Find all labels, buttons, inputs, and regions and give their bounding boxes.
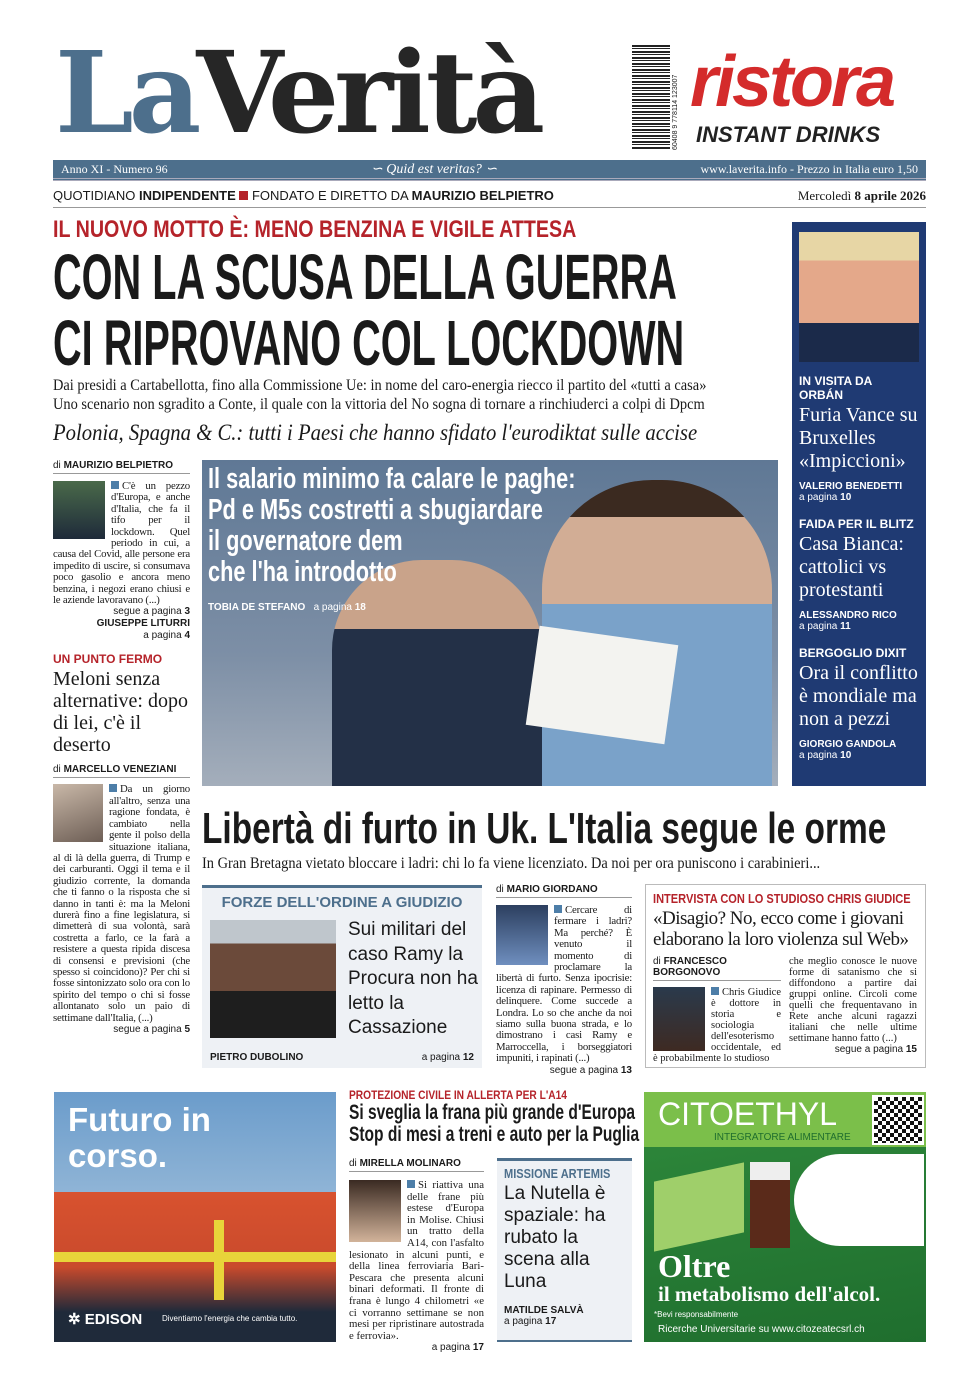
barcode (632, 45, 670, 150)
punto-title: Meloni senza alternative: dopo di lei, c'è il deserto (53, 668, 188, 757)
author-photo (496, 905, 548, 965)
sidebar-author: ALESSANDRO RICO a pagina 11 (799, 610, 897, 632)
frana-headline: Si sveglia la frana più grande d'Europa Stop di mesi a treni e auto per la Puglia (349, 1101, 640, 1146)
artemis-title: La Nutella è spaziale: ha rubato la scena alla Luna (504, 1183, 606, 1292)
frana-body[interactable] (349, 1158, 484, 1354)
sidebar-title: Casa Bianca: cattolici vs protestanti (799, 533, 904, 601)
edison-logo: ✲ EDISON (68, 1311, 143, 1328)
forze-kicker: FORZE DELL'ORDINE A GIUDIZIO (221, 894, 463, 911)
yellow-railing (214, 1220, 224, 1300)
bullet-icon (109, 784, 117, 792)
artemis-author: MATILDE SALVÀ a pagina 17 (504, 1305, 584, 1327)
author-photo (349, 1180, 401, 1242)
author-photo (53, 784, 103, 842)
forze-photo (210, 920, 336, 1038)
forze-title: Sui militari del caso Ramy la Procura non ha letto la Cassazione (348, 919, 478, 1038)
ad-edison[interactable] (54, 1092, 336, 1342)
sidebar-author: GIORGIO GANDOLA a pagina 10 (799, 739, 897, 761)
citoethyl-logo: CITOETHYL (658, 1096, 837, 1132)
giordano-byline: di MARIO GIORDANO (496, 884, 632, 898)
sidebar-item[interactable] (799, 374, 919, 503)
punto-byline: di MARCELLO VENEZIANI (53, 764, 190, 778)
continue-page: segue a pagina 15 (834, 1044, 917, 1055)
intervista-title: «Disagio? No, ecco come i giovani elaborano la loro violenza sul Web» (653, 908, 909, 950)
second-subtitle: In Gran Bretagna vietato bloccare i ladri: chi lo fa viene licenziato. Da noi per ora puniscono i carabinieri... (202, 855, 821, 872)
lead-kicker: IL NUOVO MOTTO È: MENO BENZINA E VIGILE ATTESA (53, 216, 577, 243)
artemis-box[interactable] (497, 1158, 632, 1342)
site-price: www.laverita.info - Prezzo in Italia euro 1,50 (700, 161, 918, 176)
yellow-railing (54, 1252, 336, 1262)
sidebar-kicker: IN VISITA DA ORBÁN (799, 374, 872, 402)
logo-verita: Verità (196, 28, 541, 159)
continue-page: a pagina 17 (431, 1342, 484, 1354)
logo-la: La (55, 28, 197, 159)
editorial[interactable] (53, 460, 190, 642)
sidebar-author: VALERIO BENEDETTI a pagina 10 (799, 481, 903, 503)
info-bar (53, 160, 926, 181)
forze-author: PIETRO DUBOLINO a pagina 12 (210, 1052, 474, 1063)
barcode-number: 9 778114 123007 (672, 74, 679, 129)
photo-story-author: TOBIA DE STEFANO a pagina 18 (208, 602, 366, 613)
citoethyl-slogan: Oltre il metabolismo dell'alcol. (658, 1248, 881, 1306)
intervista-text-2: che meglio conosce le nuove forme di satanismo che si diffondono a partire dai gruppi online. Circoli come quelli che frequentavano in Rete anche alcuni ragazzi italiani che nelle ultime settimane hanno fatto (...) (789, 956, 917, 1044)
photo-conte (332, 560, 542, 786)
intervista-byline: di FRANCESCO BORGONOVO (653, 956, 781, 981)
lead-headline[interactable] (53, 241, 783, 379)
motto: ∽ Quid est veritas? ∽ (371, 161, 498, 177)
second-headline[interactable]: Libertà di furto in Uk. L'Italia segue le orme (202, 804, 887, 853)
photo-story-headline: Il salario minimo fa calare le paghe: Pd e M5s costretti a sbugiardare il governatore dem che l'ha introdotto (208, 463, 576, 588)
qr-code-icon (872, 1095, 924, 1145)
subhead-line (53, 188, 926, 208)
editorial-byline: di MAURIZIO BELPIETRO (53, 460, 190, 474)
sidebar-kicker: FAIDA PER IL BLITZ (799, 517, 914, 531)
second-author: GIUSEPPE LITURRI (96, 618, 190, 630)
edison-headline: Futuro in corso. (68, 1101, 211, 1174)
citoethyl-note: *Bevi responsabilmente (654, 1310, 739, 1319)
giordano-text: Cercare di fermare i ladri? Ma perché? È venuto il momento di proclamare la libertà di furto. Senza ipocrisie: licenza di rapinare. Permesso di delinquere. Come succede a Londra. Lo so che anche da noi siamo sulla buona strada, e lo dimostrano i casi Ramy e Marroccella, i borseggiatori impuniti, i rapinati (...) (496, 904, 632, 1065)
sidebar-title: Furia Vance su Bruxelles «Impiccioni» (799, 404, 918, 472)
sidebar (792, 222, 926, 786)
headline-line-1: CON LA SCUSA DELLA GUERRA (53, 241, 677, 313)
barcode-digits (672, 45, 679, 150)
intervista-kicker: INTERVISTA CON LO STUDIOSO CHRIS GIUDICE (653, 891, 911, 906)
continue-page: segue a pagina 13 (549, 1064, 632, 1076)
punto-text: Da un giorno all'altro, senza una ragione fondata, è cambiato nella gente il polso della situazione italiana, al di là della guerra, di Trump e dei carburanti. Oggi il tema e il giudizio corrente, la domanda che ti fanno o la risposta che si danno in tanti è: ma la Meloni durerà fino a fine legislatura, si dimetterà di sua volontà, sarà costretta a farlo, ce la farà a resistere a questa ripida discesa di consensi e previsioni (che spesso si coincidono)? Per chi si fosse sintonizzato solo ora con lo spirito del tempo o chi si fosse allontanato solo un paio di settimane dall'Italia, (...) (53, 783, 190, 1024)
bullet-icon (554, 905, 562, 913)
date: Mercoledì 8 aprile 2026 (797, 188, 926, 203)
frana-kicker: PROTEZIONE CIVILE IN ALLERTA PER L'A14 (349, 1088, 567, 1102)
product-bottle (750, 1162, 790, 1248)
photo-story[interactable] (202, 460, 778, 786)
wine-glasses (794, 1154, 924, 1246)
frana-byline: di MIRELLA MOLINARO (349, 1158, 484, 1172)
headline-line-2: CI RIPROVANO COL LOCKDOWN (53, 307, 685, 379)
lead-subtitle: Dai presidi a Cartabellotta, fino alla Commissione Ue: in nome del caro-energia riecco il partito del «tutti a casa» Uno scenario non sgradito a Conte, il quale con la vittoria del No sogna di tornare a rinchiuderci a colpi di Dpcm (53, 377, 707, 413)
sidebar-item[interactable] (799, 517, 919, 632)
giordano[interactable] (496, 884, 632, 1077)
punto-fermo[interactable] (53, 652, 190, 1036)
ad-ristora[interactable] (690, 42, 928, 150)
sidebar-item[interactable] (799, 646, 919, 761)
barcode-top: 60408 (672, 130, 679, 150)
sidebar-kicker: BERGOGLIO DIXIT (799, 646, 907, 660)
continue-page: segue a pagina 3 (113, 606, 190, 618)
masthead-logo[interactable] (55, 28, 541, 159)
punto-kicker: UN PUNTO FERMO (53, 652, 163, 667)
left-column (53, 460, 190, 1036)
paper-sheet (526, 626, 679, 745)
issue-number: Anno XI - Numero 96 (61, 161, 168, 176)
forze-box[interactable] (202, 885, 482, 1068)
ristora-logo: ristora (690, 42, 894, 122)
bullet-icon (711, 987, 719, 995)
frana-text: Si riattiva una delle frane più estese d'Europa in Molise. Chiusi un tratto della A14, con l'asfalto lesionato in alcuni punti, e della linea ferroviaria Bari-Pescara che presenta alcuni binari deformati. Il fronte di frana è lungo 4 chilometri «e ci vorranno settimane se non mesi per ripristinare autostrada e ferrovia». (349, 1179, 484, 1342)
sidebar-title: Ora il conflitto è mondiale ma non a pezzi (799, 662, 918, 730)
citoethyl-sub: INTEGRATORE ALIMENTARE (714, 1132, 851, 1143)
citoethyl-site: Ricerche Universitarie su www.citozeatecsrl.ch (658, 1324, 865, 1335)
continue-page: segue a pagina 5 (113, 1024, 190, 1035)
product-box (654, 1162, 744, 1251)
ad-citoethyl[interactable] (644, 1092, 926, 1342)
founder-line: QUOTIDIANO INDIPENDENTE FONDATO E DIRETTO DA MAURIZIO BELPIETRO (53, 188, 554, 203)
ristora-tagline: INSTANT DRINKS (696, 122, 881, 147)
second-page: a pagina 4 (143, 630, 190, 642)
artemis-kicker: MISSIONE ARTEMIS (504, 1166, 611, 1181)
intervista-text-1: Chris Giudice è dottore in storia e sociologia dell'esoterismo occidentale, ed è probabilmente lo studioso (653, 987, 781, 1064)
motto-text: Quid est veritas? (386, 161, 482, 177)
author-photo (53, 481, 105, 539)
frana[interactable] (349, 1088, 640, 1146)
edison-tagline: Diventiamo l'energia che cambia tutto. (162, 1314, 298, 1323)
bullet-icon (407, 1180, 415, 1188)
editorial-text: C'è un pezzo d'Europa, e anche d'Italia, che fa il tifo per il lockdown. Quel periodo in cui, a causa del Covid, alle persone era impedito di uscire, si consumava poco gasolio e ancora meno benzina, i negozi erano chiusi e le aziende lavoravano (...) (53, 480, 190, 607)
bullet-icon (111, 481, 119, 489)
author-photo (653, 987, 705, 1051)
intervista-box[interactable] (645, 884, 926, 1068)
lead-italic: Polonia, Spagna & C.: tutti i Paesi che hanno sfidato l'eurodiktat sulle accise (53, 420, 698, 445)
trump-photo (799, 232, 919, 362)
